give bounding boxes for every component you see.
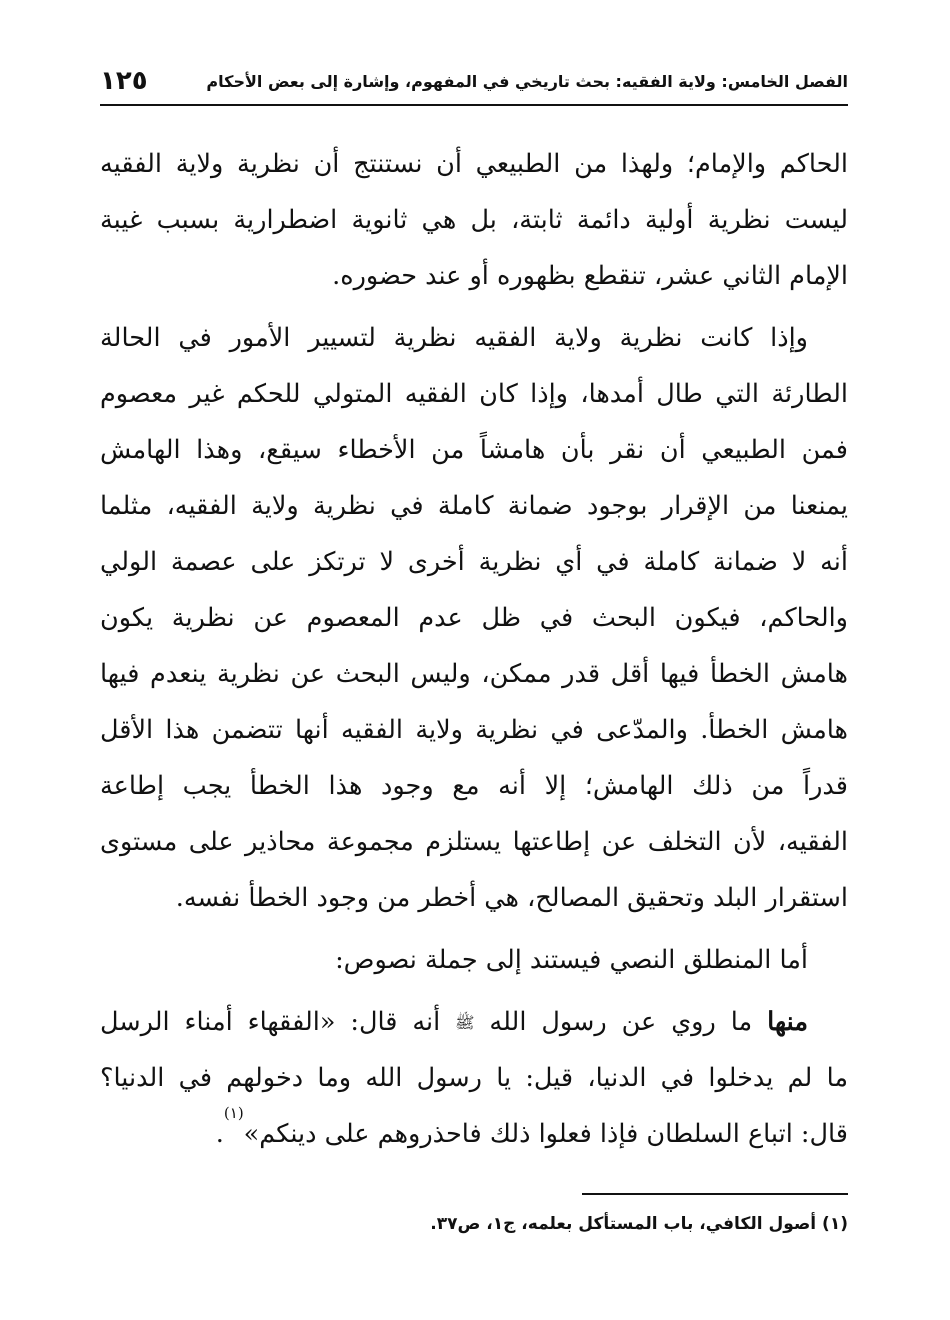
- emphasis-word: منها: [767, 1007, 808, 1037]
- text-line: وإذا كانت نظرية ولاية الفقيه نظرية لتسيير الأمور في الحالة: [100, 323, 808, 353]
- text-line: استقرار البلد وتحقيق المصالح، هي أخطر من وجود الخطأ نفسه.: [175, 883, 848, 913]
- text-line: الإمام الثاني عشر، تنقطع بظهوره أو عند حضوره.: [332, 261, 848, 291]
- footnote-text: أصول الكافي، باب المستأكل بعلمه، ج١، ص٣٧.: [430, 1214, 817, 1234]
- text-line: [100, 994, 848, 1050]
- footnote-marker[interactable]: (١): [223, 1106, 244, 1122]
- text-line: يمنعنا من الإقرار بوجود ضمانة كاملة في نظرية ولاية الفقيه، مثلما: [100, 491, 848, 521]
- honorific-symbol: ﷺ: [455, 1013, 475, 1032]
- text-run: قال: اتباع السلطان فإذا فعلوا ذلك فاحذروهم على دينكم»: [243, 1119, 848, 1149]
- paragraph-1: [100, 136, 848, 304]
- text-line: الحاكم والإمام؛ ولهذا من الطبيعي أن نستنتج أن نظرية ولاية الفقيه: [100, 149, 848, 179]
- paragraph-4: [100, 994, 848, 1162]
- footnote-divider: [582, 1193, 848, 1195]
- text-run: ما روي عن رسول الله: [474, 1007, 768, 1037]
- text-line: هامش الخطأ فيها أقل قدر ممكن، وليس البحث عن نظرية ينعدم فيها: [100, 659, 848, 689]
- text-line: فمن الطبيعي أن نقر بأن هامشاً من الأخطاء سيقع، وهذا الهامش: [100, 435, 848, 465]
- text-run: .: [215, 1119, 224, 1149]
- body-text: [100, 136, 848, 1162]
- text-line: ليست نظرية أولية دائمة ثابتة، بل هي ثانوية اضطرارية بسبب غيبة: [100, 205, 848, 235]
- running-title: الفصل الخامس: ولاية الفقيه: بحث تاريخي في المفهوم، وإشارة إلى بعض الأحكام: [206, 71, 848, 91]
- text-line: [100, 1106, 848, 1162]
- text-line: أنه لا ضمانة كاملة في أي نظرية أخرى لا ترتكز على عصمة الولي: [100, 547, 848, 577]
- text-line: الفقيه، لأن التخلف عن إطاعتها يستلزم مجموعة محاذير على مستوى: [100, 827, 848, 857]
- text-line: أما المنطلق النصي فيستند إلى جملة نصوص:: [335, 945, 808, 975]
- text-line: قدراً من ذلك الهامش؛ إلا أنه مع وجود هذا الخطأ يجب إطاعة: [100, 771, 848, 801]
- text-line: هامش الخطأ. والمدّعى في نظرية ولاية الفقيه أنها تتضمن هذا الأقل: [100, 715, 848, 745]
- footnote-number: (١): [822, 1214, 848, 1234]
- footnote: [100, 1214, 848, 1234]
- text-line: الطارئة التي طال أمدها، وإذا كان الفقيه المتولي للحكم غير معصوم: [100, 379, 848, 409]
- paragraph-3: [100, 932, 848, 988]
- header-divider: [100, 104, 848, 106]
- text-line: ما لم يدخلوا في الدنيا، قيل: يا رسول الله وما دخولهم في الدنيا؟: [100, 1063, 848, 1093]
- paragraph-2: [100, 310, 848, 926]
- page-header: [100, 60, 848, 102]
- text-line: والحاكم، فيكون البحث في ظل عدم المعصوم عن نظرية يكون: [100, 603, 848, 633]
- text-run: أنه قال: «الفقهاء أمناء الرسل: [100, 1007, 456, 1037]
- page-number: ١٢٥: [100, 66, 148, 96]
